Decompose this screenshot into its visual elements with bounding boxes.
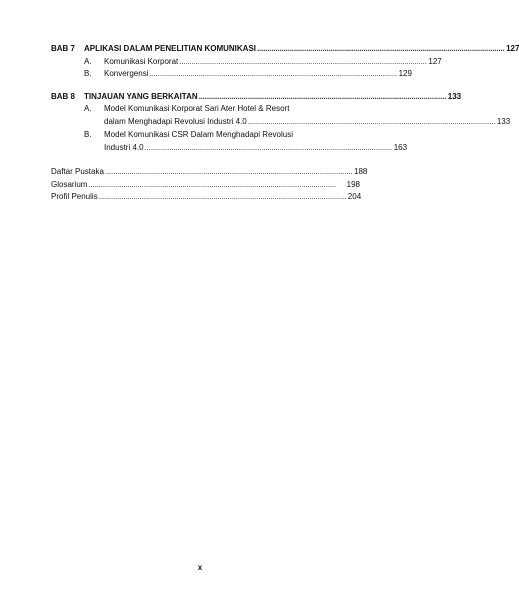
toc-section-7a[interactable]	[51, 56, 442, 69]
toc-section-7b[interactable]	[51, 68, 412, 81]
page-number: 129	[398, 69, 412, 78]
dot-leader	[199, 91, 445, 104]
dot-leader	[99, 191, 345, 204]
page-footer-number: x	[197, 563, 203, 572]
section-title-line-1: Model Komunikasi CSR Dalam Menghadapi Revolusi	[104, 130, 293, 139]
toc-glosarium[interactable]	[51, 179, 360, 192]
section-title-line-2: dalam Menghadapi Revolusi Industri 4.0	[104, 116, 247, 126]
chapter-number: BAB 8	[51, 91, 76, 101]
section-title: Konvergensi	[104, 69, 149, 78]
section-title: Komunikasi Korporat	[104, 56, 179, 66]
toc-chapter-8[interactable]	[51, 91, 462, 104]
table-of-contents	[51, 43, 519, 204]
chapter-number: BAB 7	[51, 44, 76, 53]
entry-title: Glosarium	[51, 179, 88, 189]
page-number: 198	[346, 179, 360, 189]
chapter-title: TINJAUAN YANG BERKAITAN	[84, 91, 198, 101]
toc-section-8a[interactable]	[51, 103, 511, 128]
dot-leader	[257, 43, 503, 56]
section-title-line-1: Model Komunikasi Korporat Sari Ater Hotel & Resort	[104, 104, 290, 113]
dot-leader	[88, 179, 344, 192]
dot-leader	[248, 116, 494, 129]
page-number: 133	[496, 116, 511, 126]
dot-leader	[105, 166, 351, 179]
page-number: 188	[354, 167, 368, 176]
entry-title: Profil Penulis	[51, 192, 98, 201]
page-number: 163	[393, 142, 408, 152]
chapter-title: APLIKASI DALAM PENELITIAN KOMUNIKASI	[84, 44, 256, 53]
section-letter: B.	[84, 130, 92, 139]
page-number: 127	[506, 44, 519, 53]
toc-chapter-7[interactable]	[51, 43, 519, 56]
section-letter: B.	[84, 69, 92, 78]
section-letter: A.	[84, 56, 92, 66]
page-number: 127	[428, 56, 442, 66]
entry-title: Daftar Pustaka	[51, 167, 104, 176]
page-number: 133	[447, 91, 462, 101]
section-letter: A.	[84, 104, 92, 113]
section-title-line-2: Industri 4.0	[104, 142, 144, 152]
dot-leader	[145, 142, 391, 155]
page-number: 204	[347, 192, 362, 201]
toc-section-8b[interactable]	[51, 129, 408, 154]
toc-profil-penulis[interactable]	[51, 191, 360, 204]
dot-leader	[179, 56, 425, 69]
toc-daftar-pustaka[interactable]	[51, 166, 368, 179]
dot-leader	[149, 68, 395, 81]
